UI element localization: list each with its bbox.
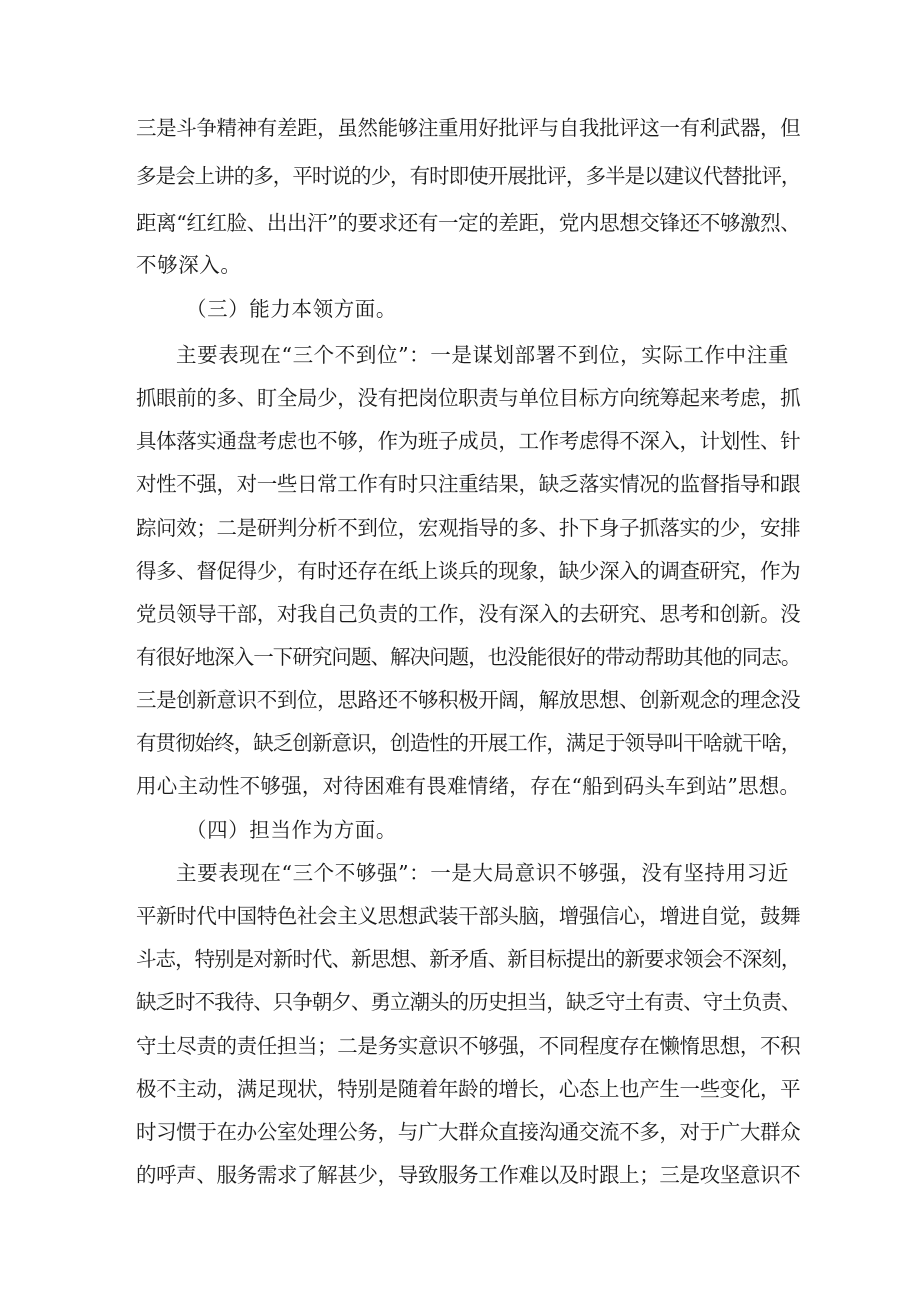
text-line: 具体落实通盘考虑也不够，作为班子成员，工作考虑得不深入，计划性、针	[136, 429, 801, 453]
section-heading-three: （三）能力本领方面。	[186, 297, 397, 321]
text-line: 多是会上讲的多，平时说的少，有时即使开展批评，多半是以建议代替批评，	[136, 164, 801, 188]
text-line: 缺乏时不我待、只争朝夕、勇立潮头的历史担当，缺乏守土有责、守土负责、	[136, 990, 801, 1014]
section-heading-four: （四）担当作为方面。	[186, 818, 397, 842]
text-line: 踪问效；二是研判分析不到位，宏观指导的多、扑下身子抓落实的少，安排	[136, 516, 801, 540]
text-line: 距离“红红脸、出出汗”的要求还有一定的差距，党内思想交锋还不够激烈、	[136, 211, 801, 235]
text-line: 对性不强，对一些日常工作有时只注重结果，缺乏落实情况的监督指导和跟	[136, 472, 801, 496]
text-line: 守土尽责的责任担当；二是务实意识不够强，不同程度存在懒惰思想，不积	[136, 1034, 801, 1058]
text-line: 主要表现在“三个不到位”：一是谋划部署不到位，实际工作中注重	[176, 343, 789, 367]
text-line: 三是斗争精神有差距，虽然能够注重用好批评与自我批评这一有利武器，但	[136, 116, 801, 140]
text-line: 平新时代中国特色社会主义思想武装干部头脑，增强信心，增进自觉，鼓舞	[136, 904, 801, 928]
text-line: 的呼声、服务需求了解甚少，导致服务工作难以及时跟上；三是攻坚意识不	[136, 1163, 801, 1187]
text-line: 时习惯于在办公室处理公务，与广大群众直接沟通交流不多，对于广大群众	[136, 1120, 801, 1144]
text-line: 极不主动，满足现状，特别是随着年龄的增长，心态上也产生一些变化，平	[136, 1077, 801, 1101]
text-line: 不够深入。	[136, 253, 242, 277]
text-line: 有贯彻始终，缺乏创新意识，创造性的开展工作，满足于领导叫干啥就干啥，	[136, 731, 801, 755]
text-line: 主要表现在“三个不够强”：一是大局意识不够强，没有坚持用习近	[176, 861, 789, 885]
text-line: 用心主动性不够强，对待困难有畏难情绪，存在“船到码头车到站”思想。	[136, 774, 801, 798]
text-line: 抓眼前的多、盯全局少，没有把岗位职责与单位目标方向统筹起来考虑，抓	[136, 386, 801, 410]
text-line: 有很好地深入一下研究问题、解决问题，也没能很好的带动帮助其他的同志。	[136, 645, 801, 669]
text-line: 斗志，特别是对新时代、新思想、新矛盾、新目标提出的新要求领会不深刻，	[136, 947, 801, 971]
text-line: 三是创新意识不到位，思路还不够积极开阔，解放思想、创新观念的理念没	[136, 688, 801, 712]
text-line: 党员领导干部，对我自己负责的工作，没有深入的去研究、思考和创新。没	[136, 602, 801, 626]
text-line: 得多、督促得少，有时还存在纸上谈兵的现象，缺少深入的调查研究，作为	[136, 559, 801, 583]
